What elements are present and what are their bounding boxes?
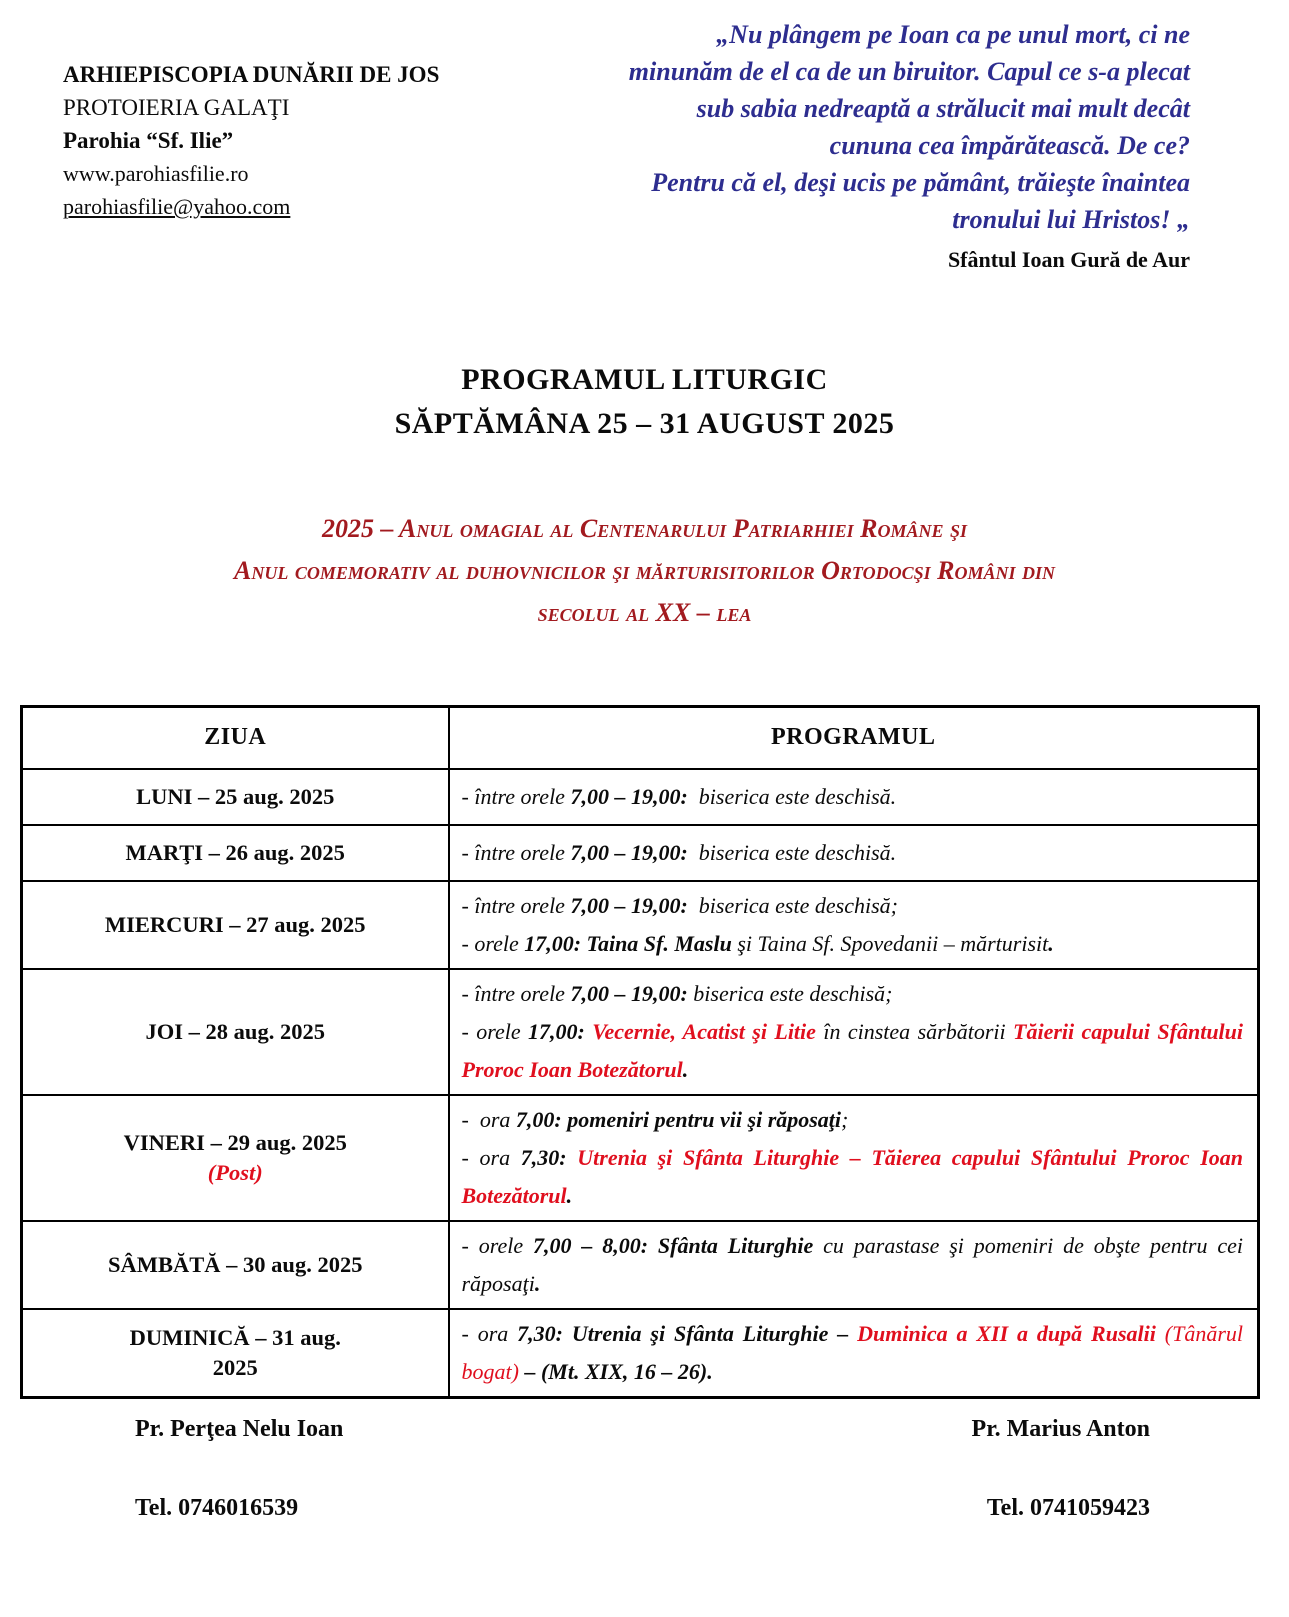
text-line [31,1353,440,1383]
archdiocese-name: ARHIEPISCOPIA DUNĂRII DE JOS [63,62,440,87]
day-cell [22,1309,449,1398]
deanery-name: PROTOIERIA GALAŢI [63,95,290,120]
program-cell [449,1309,1259,1398]
text-segment: Duminica a XII a după Rusalii [857,1320,1156,1346]
text-segment: biserica este deschisă. [687,783,897,809]
text-segment: cu parastase şi pomeniri de obşte pentru cei răposaţi [461,1232,1243,1296]
text-segment: MARŢI – 26 aug. 2025 [125,839,345,865]
page-title [0,358,1289,446]
text-segment: 7,00: pomeniri pentru vii şi răposaţi [515,1106,842,1132]
table-row [22,969,1259,1095]
text-line [31,782,440,812]
table-row [22,825,1259,881]
dedication-line-3: secolul al XX – lea [537,598,752,627]
text-segment: – [828,1320,858,1346]
text-segment: - între orele [461,980,571,1006]
table-row [22,1095,1259,1221]
text-segment: JOI – 28 aug. 2025 [145,1018,325,1044]
dedication-year-text [40,508,1249,634]
priest-name-right: Pr. Marius Anton [971,1416,1150,1442]
program-cell [449,1221,1259,1309]
text-line [31,910,440,940]
text-segment: - între orele [461,783,571,809]
text-segment: 7,00 – 19,00: [570,980,688,1006]
text-segment: 7,00 – 19,00: [570,839,688,865]
text-segment: 2025 [212,1354,258,1380]
day-cell [22,969,449,1095]
signature-left [135,1416,343,1522]
text-segment: 7,00 – 19,00: [570,892,688,918]
text-segment: DUMINICĂ – 31 aug. [129,1324,341,1350]
title-line-2: SĂPTĂMÂNA 25 – 31 AUGUST 2025 [394,407,895,440]
text-segment: 7,00 – 19,00: [570,783,688,809]
text-segment: Tăierii capului Sfântului Proroc Ioan Botezătorul [461,1018,1244,1082]
text-segment: în cinstea sărbătorii [815,1018,1014,1044]
text-segment: ; [841,1106,849,1132]
table-row [22,1221,1259,1309]
quote-line: minunăm de el ca de un biruitor. Capul ce s-a plecat [628,57,1190,86]
text-segment: - între orele [461,892,571,918]
text-segment: . [682,1056,689,1082]
day-cell [22,881,449,969]
day-cell [22,825,449,881]
text-segment: - ora [461,1144,521,1170]
text-segment: VINERI – 29 aug. 2025 [123,1129,347,1155]
text-line [31,1017,440,1047]
text-segment: 17,00: [528,1018,593,1044]
day-cell [22,1221,449,1309]
table-header-row [22,707,1259,769]
scripture-quote [500,16,1190,274]
text-segment: - orele [461,1018,529,1044]
text-line [462,925,1244,963]
parish-name: Parohia “Sf. Ilie” [63,128,234,153]
text-line [31,1158,440,1188]
text-segment: . [566,1182,573,1208]
text-line [462,778,1244,816]
schedule-table [20,705,1260,1399]
dedication-line-1: 2025 – Anul omagial al Centenarului Patriarhiei Române şi [321,514,968,543]
program-cell [449,769,1259,825]
quote-line: „Nu plângem pe Ioan ca pe unul mort, ci ne [716,20,1190,49]
priest-name-left: Pr. Perţea Nelu Ioan [135,1416,344,1442]
table-row [22,1309,1259,1398]
text-segment: (Post) [207,1159,263,1185]
text-line [31,1323,440,1353]
text-line [462,1315,1244,1391]
table-row [22,881,1259,969]
program-cell [449,825,1259,881]
text-segment: (Tânărul bogat) [461,1320,1244,1384]
text-segment: şi Taina Sf. Spovedanii – mărturisit [731,930,1049,956]
text-segment: - între orele [461,839,571,865]
program-cell [449,1095,1259,1221]
program-cell [449,881,1259,969]
parish-email-link[interactable]: parohiasfilie@yahoo.com [63,194,291,219]
quote-line: cununa cea împărătească. De ce? [829,131,1190,160]
text-segment: – [518,1358,541,1384]
text-line [462,1139,1244,1215]
text-segment: Utrenia şi Sfânta Liturghie – Tăierea capului Sfântului Proroc Ioan Botezătorul [461,1144,1244,1208]
text-segment: - ora [461,1320,518,1346]
text-segment: LUNI – 25 aug. 2025 [136,783,335,809]
text-segment: 7,30: [520,1144,578,1170]
title-line-1: PROGRAMUL LITURGIC [461,363,828,396]
column-header-program: PROGRAMUL [449,707,1259,769]
priest-phone-left: Tel. 0746016539 [135,1495,299,1521]
text-segment: biserica este deschisă; [687,892,898,918]
quote-line: sub sabia nedreaptă a strălucit mai mult decât [696,94,1190,123]
text-segment: biserica este deschisă. [687,839,897,865]
text-segment: . [534,1270,541,1296]
text-line [462,1101,1244,1139]
text-line [31,1128,440,1158]
quote-line: tronului lui Hristos! „ [952,205,1190,234]
text-segment [1156,1321,1165,1346]
day-cell [22,1095,449,1221]
text-segment: 17,00: Taina Sf. Maslu [524,930,732,956]
text-line [31,1250,440,1280]
schedule-table-body [22,769,1259,1398]
text-segment: - orele [461,1232,533,1258]
text-line [462,834,1244,872]
text-segment: 7,00 – 8,00: Sfânta Liturghie [532,1232,814,1258]
text-segment: . [1048,930,1054,956]
letterhead [63,58,439,223]
text-segment: biserica este deschisă; [687,980,893,1006]
text-segment: Utrenia şi Sfânta Liturghie [571,1320,829,1346]
signature-right [972,1416,1150,1522]
text-segment: - ora [461,1106,516,1132]
text-segment: MIERCURI – 27 aug. 2025 [104,911,366,937]
quote-line: Pentru că el, deşi ucis pe pământ, trăieşte înaintea [651,168,1190,197]
text-segment: - orele [461,930,525,956]
dedication-line-2: Anul comemorativ al duhovnicilor şi mărturisitorilor Ortodocşi Români din [234,556,1055,585]
text-line [462,1227,1244,1303]
text-segment: SÂMBĂTĂ – 30 aug. 2025 [108,1251,363,1277]
day-cell [22,769,449,825]
program-cell [449,969,1259,1095]
quote-attribution: Sfântul Ioan Gură de Aur [947,247,1190,272]
text-segment: (Mt. XIX, 16 – 26). [540,1358,713,1384]
text-segment: Vecernie, Acatist şi Litie [592,1018,816,1044]
text-line [462,887,1244,925]
parish-website: www.parohiasfilie.ro [63,161,249,186]
column-header-day: ZIUA [22,707,449,769]
text-line [31,838,440,868]
text-line [462,975,1244,1013]
priest-phone-right: Tel. 0741059423 [986,1495,1150,1521]
table-row [22,769,1259,825]
text-segment: 7,30: [517,1320,572,1346]
text-line [462,1013,1244,1089]
